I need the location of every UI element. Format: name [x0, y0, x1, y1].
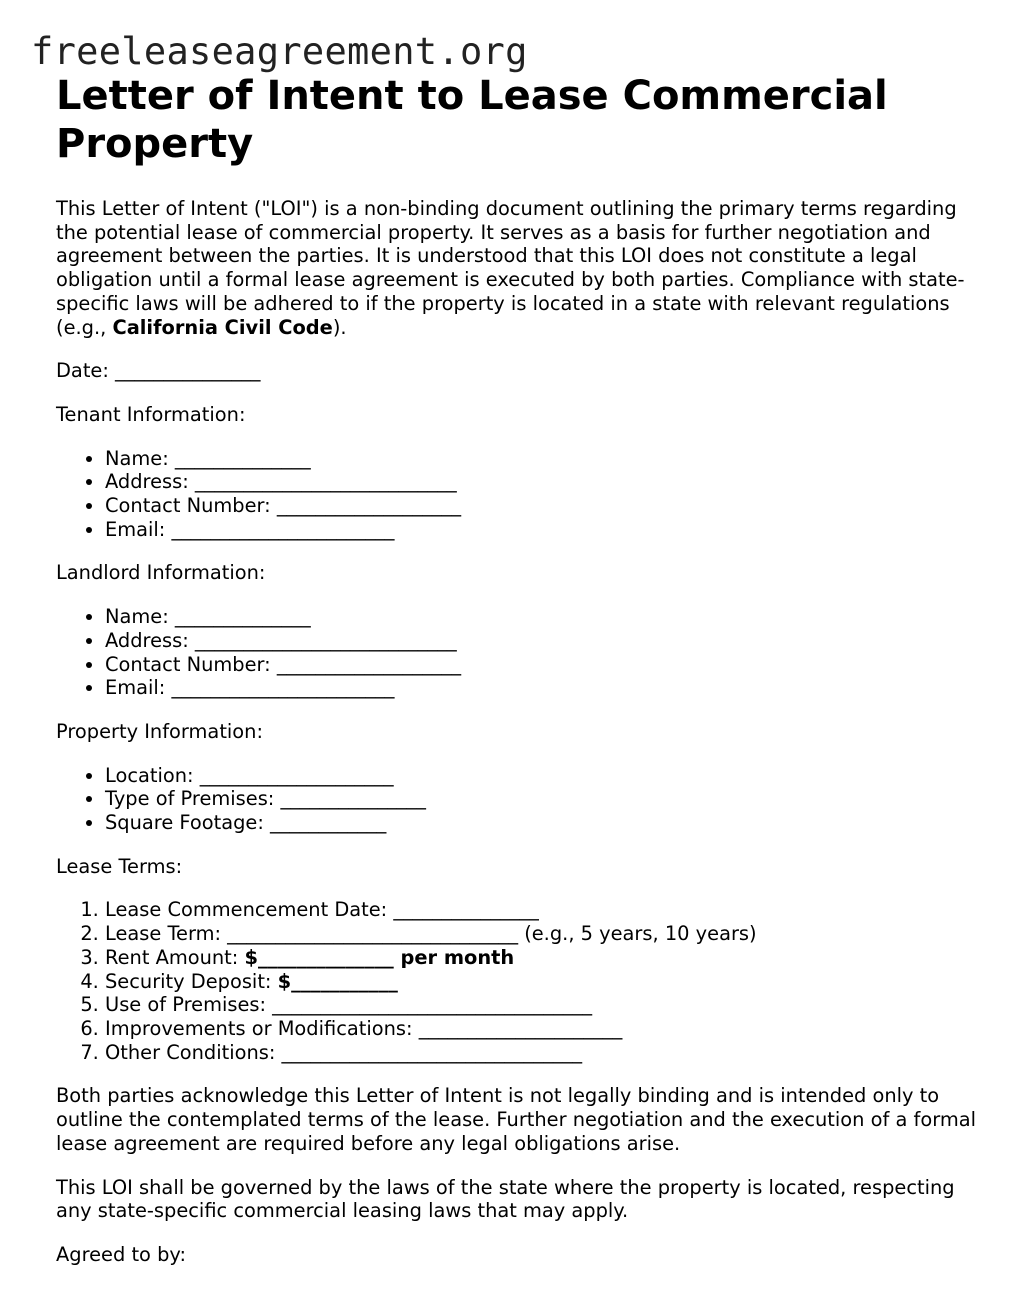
other-conditions-item: 7. Other Conditions: _______________________________ — [105, 1041, 976, 1065]
improvements-item: 6. Improvements or Modifications: _____________________ — [105, 1017, 976, 1041]
property-list — [56, 764, 976, 835]
landlord-heading: Landlord Information: — [56, 561, 266, 585]
rent-label: Rent Amount: — [105, 945, 245, 969]
landlord-address-item: • Address: ___________________________ — [105, 629, 976, 653]
tenant-contact-item: • Contact Number: ___________________ — [105, 494, 976, 518]
closing-paragraph-1: Both parties acknowledge this Letter of Intent is not legally binding and is intended only to outline the contemplated terms of the lease. Further negotiation and the execution of a formal lease agreement are required before any legal obligations arise. — [56, 1084, 976, 1155]
property-footage-item: • Square Footage: ____________ — [105, 811, 976, 835]
intro-bold-code: California Civil Code — [112, 315, 333, 339]
rent-amount-item — [105, 946, 976, 970]
tenant-email-item: • Email: _______________________ — [105, 518, 976, 542]
page-title: Letter of Intent to Lease Commercial Property — [56, 73, 888, 167]
tenant-list — [56, 447, 976, 542]
landlord-list — [56, 605, 976, 700]
property-location-item: • Location: ____________________ — [105, 764, 976, 788]
landlord-contact-item: • Contact Number: ___________________ — [105, 653, 976, 677]
property-type-item: • Type of Premises: _______________ — [105, 787, 976, 811]
tenant-name-item: • Name: ______________ — [105, 447, 976, 471]
lease-commencement-item: 1. Lease Commencement Date: _______________ — [105, 898, 976, 922]
tenant-heading: Tenant Information: — [56, 402, 246, 426]
deposit-amount-blank: $___________ — [277, 969, 398, 993]
lease-term-item: 2. Lease Term: ______________________________ (e.g., 5 years, 10 years) — [105, 922, 976, 946]
landlord-email-item: • Email: _______________________ — [105, 676, 976, 700]
property-heading: Property Information: — [56, 719, 263, 743]
closing-paragraph-2: This LOI shall be governed by the laws of the state where the property is located, respecting any state-specific commercial leasing laws that may apply. — [56, 1175, 955, 1223]
intro-end: ). — [332, 315, 347, 339]
agreed-line: Agreed to by: — [56, 1242, 186, 1266]
use-of-premises-item: 5. Use of Premises: _________________________________ — [105, 993, 976, 1017]
security-deposit-item — [105, 970, 976, 994]
site-watermark: freeleaseagreement.org — [31, 30, 528, 73]
lease-terms-list — [56, 898, 976, 1064]
deposit-label: Security Deposit: — [105, 969, 278, 993]
date-line: Date: _______________ — [56, 359, 261, 383]
rent-amount-blank: $______________ — [244, 945, 394, 969]
lease-terms-heading: Lease Terms: — [56, 854, 183, 878]
document-body — [56, 72, 976, 1267]
landlord-name-item: • Name: ______________ — [105, 605, 976, 629]
rent-per-month: per month — [393, 945, 515, 969]
intro-paragraph — [56, 197, 976, 339]
tenant-address-item: • Address: ___________________________ — [105, 470, 976, 494]
intro-text: This Letter of Intent ("LOI") is a non-binding document outlining the primary terms regarding the potential lease of commercial property. It serves as a basis for further negotiation and agreement between the parties. It is understood that this LOI does not constitute a legal obligation until a formal lease agreement is executed by both parties. Compliance with state-specific laws will be adhered to if the property is located in a state with relevant regulations (e.g., — [56, 197, 965, 339]
